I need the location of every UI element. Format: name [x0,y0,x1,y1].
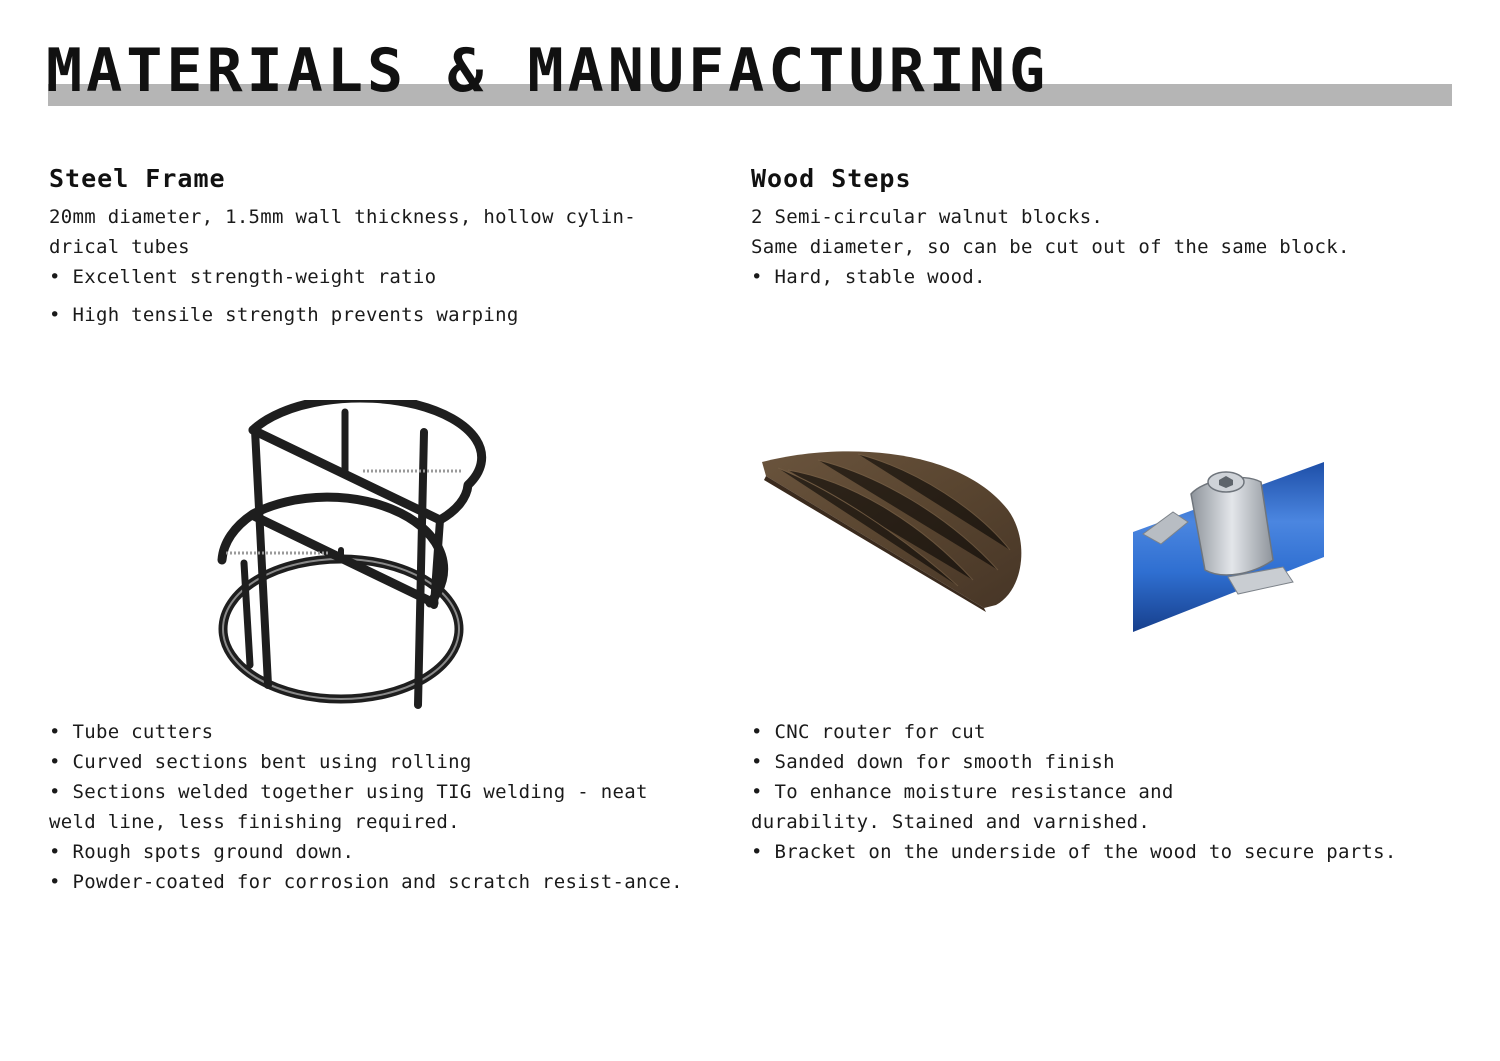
wood-process-item: • Sanded down for smooth finish [751,747,1451,777]
steel-property-item: • Excellent strength-weight ratio [49,262,689,292]
steel-frame-image [208,400,488,710]
wood-process-item: • CNC router for cut [751,717,1451,747]
steel-frame-description: 20mm diameter, 1.5mm wall thickness, hollow cylin-drical tubes [49,206,636,258]
page-title: MATERIALS & MANUFACTURING [46,36,1050,106]
wood-properties-list [751,262,1451,292]
walnut-step-image [758,440,1028,615]
steel-property-item: • High tensile strength prevents warping [49,300,689,330]
wood-description-line: 2 Semi-circular walnut blocks. [751,206,1104,228]
wood-steps-heading: Wood Steps [751,164,912,193]
steel-frame-heading: Steel Frame [49,164,226,193]
steel-process-item: • Curved sections bent using rolling [49,747,689,777]
tube-bracket-image [1133,442,1324,632]
steel-process-item: • Rough spots ground down. [49,837,689,867]
steel-frame-specs [49,202,689,330]
wood-property-item: • Hard, stable wood. [751,262,1451,292]
steel-properties-list [49,262,689,330]
wood-process-item: • Bracket on the underside of the wood to secure parts. [751,837,1451,867]
steel-process-block [49,717,689,897]
wood-process-block [751,717,1451,867]
wood-description-line: Same diameter, so can be cut out of the same block. [751,236,1350,258]
steel-process-item: • Sections welded together using TIG welding - neat weld line, less finishing required. [49,777,689,837]
wood-process-item: • To enhance moisture resistance and durability. Stained and varnished. [751,777,1211,837]
wood-steps-specs [751,202,1451,292]
steel-process-item: • Powder-coated for corrosion and scratch resist-ance. [49,867,689,897]
steel-process-list [49,717,689,897]
wood-process-list [751,717,1451,867]
steel-process-item: • Tube cutters [49,717,689,747]
